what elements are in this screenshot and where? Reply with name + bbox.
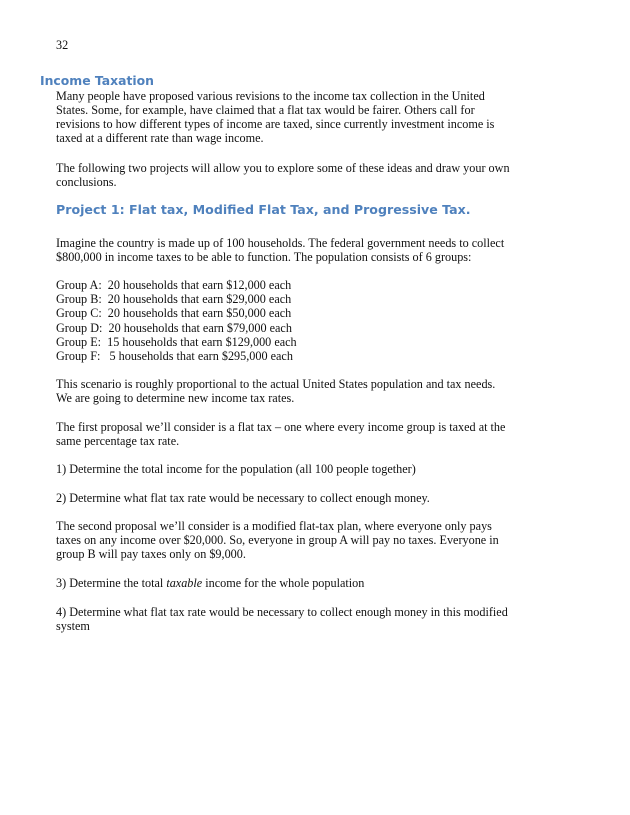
question-3-before: 3) Determine the total — [56, 576, 167, 590]
question-3-italic: taxable — [166, 576, 203, 590]
question-3 — [56, 576, 556, 590]
question-1 — [56, 462, 556, 476]
modified-line: group B will pay taxes only on $9,000. — [56, 547, 246, 561]
proportional-line: We are going to determine new income tax rates. — [56, 391, 295, 405]
flat-tax-line: same percentage tax rate. — [56, 434, 180, 448]
intro-line: States. Some, for example, have claimed that a flat tax would be fairer. Others call for — [56, 103, 475, 117]
group-list — [56, 278, 297, 363]
group-item: Group E: 15 households that earn $129,000 each — [56, 334, 297, 349]
scenario-line: Imagine the country is made up of 100 households. The federal government needs to collect — [56, 236, 505, 250]
intro-line: taxed at a different rate than wage income. — [56, 131, 264, 145]
section-title: Income Taxation — [40, 73, 154, 88]
project-title: Project 1: Flat tax, Modified Flat Tax, and Progressive Tax. — [56, 202, 471, 217]
intro-paragraph — [56, 89, 556, 145]
modified-paragraph — [56, 519, 556, 561]
group-item: Group A: 20 households that earn $12,000 each — [56, 278, 292, 292]
question-4-line: system — [56, 619, 90, 633]
modified-line: The second proposal we’ll consider is a modified flat-tax plan, where everyone only pays — [56, 519, 492, 533]
question-4 — [56, 605, 556, 633]
page-number: 32 — [56, 38, 69, 52]
proportional-line: This scenario is roughly proportional to the actual United States population and tax needs. — [56, 377, 496, 391]
projects-intro-line: The following two projects will allow you to explore some of these ideas and draw your own — [56, 161, 510, 175]
projects-intro-paragraph — [56, 161, 556, 189]
question-3-text — [56, 576, 556, 590]
question-2 — [56, 491, 556, 505]
group-item: Group D: 20 households that earn $79,000 each — [56, 320, 292, 335]
question-2-text: 2) Determine what flat tax rate would be necessary to collect enough money. — [56, 491, 430, 505]
intro-line: Many people have proposed various revisions to the income tax collection in the United — [56, 89, 485, 103]
projects-intro-line: conclusions. — [56, 175, 117, 189]
flat-tax-paragraph — [56, 420, 556, 448]
scenario-line: $800,000 in income taxes to be able to function. The population consists of 6 groups: — [56, 250, 472, 264]
question-4-line: 4) Determine what flat tax rate would be necessary to collect enough money in this modified — [56, 605, 508, 619]
proportional-paragraph — [56, 377, 556, 405]
scenario-paragraph — [56, 236, 556, 264]
group-item: Group C: 20 households that earn $50,000 each — [56, 306, 292, 321]
group-item: Group B: 20 households that earn $29,000 each — [56, 292, 292, 307]
modified-line: taxes on any income over $20,000. So, everyone in group A will pay no taxes. Everyone in — [56, 533, 499, 547]
intro-line: revisions to how different types of income are taxed, since currently investment income is — [56, 117, 495, 131]
question-1-text: 1) Determine the total income for the population (all 100 people together) — [56, 462, 416, 476]
question-3-after: income for the whole population — [202, 576, 365, 590]
group-item: Group F: 5 households that earn $295,000 each — [56, 348, 293, 363]
flat-tax-line: The first proposal we’ll consider is a flat tax – one where every income group is taxed at the — [56, 420, 506, 434]
